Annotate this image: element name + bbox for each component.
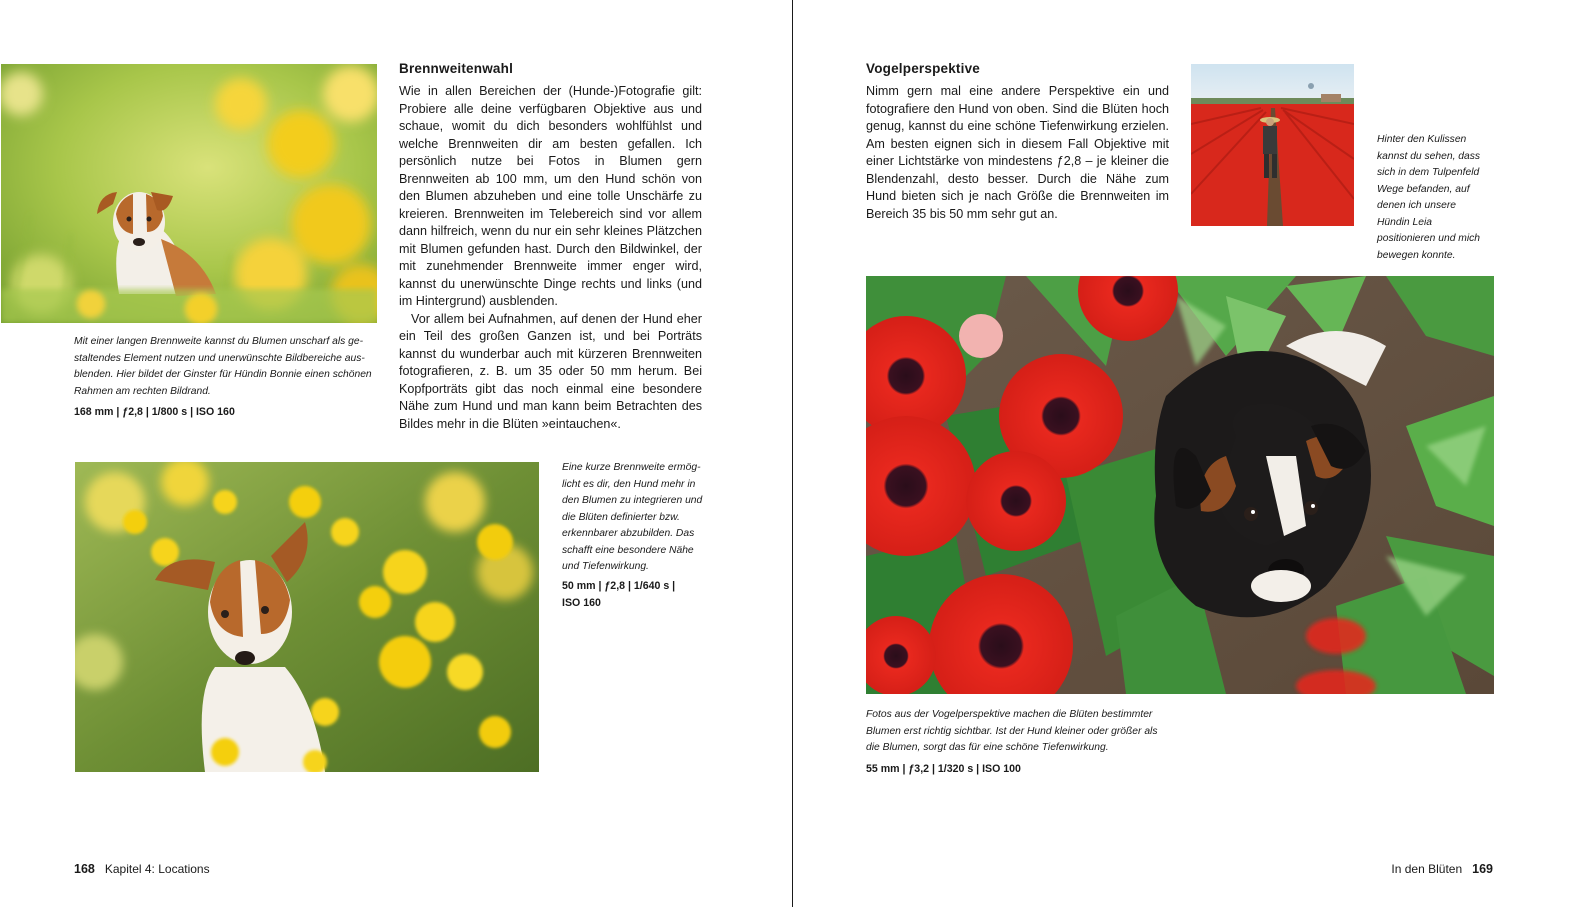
body-text-vogelperspektive bbox=[866, 83, 1169, 223]
caption-tulip-field: Hinter den Kulissen kannst du sehen, dass sich in dem Tulpenfeld Wege befanden, auf denen ich unsere Hündin Leia positionieren und mich bewegen konnte. bbox=[1377, 134, 1481, 261]
paragraph: Wie in allen Bereichen der (Hunde-)Fotografie gilt: Probiere alle deine verfügbaren Objektive aus und schaue, womit du dich besonders wohlfühlst und welche Brennweiten dir am besten gefallen. Ich persönlich nutze bei Fotos in Blumen gern Brennweiten ab 100 mm, um den Hund schön von den Blumen abzuheben und eine tolle Unschärfe zu kreieren. Brennweiten im Telebereich sind vor allem dann hilfreich, wenn du nur ein sehr kleines Plätzchen mit Blumen gefunden hast. Durch den Bildwinkel, der mit zunehmender Brennweite immer enger wird, kannst du unerwünschte Dinge rechts und links (und im Hintergrund) ausblenden. bbox=[399, 84, 702, 308]
left-page bbox=[0, 0, 793, 907]
right-page bbox=[793, 0, 1588, 907]
section-label: In den Blüten bbox=[1391, 862, 1463, 876]
caption-vogelperspektive: Fotos aus der Vogelperspektive machen die Blüten bestimmter Blumen erst richtig sichtbar. Ist der Hund kleiner oder größer als die Blumen, sorgt das für eine schöne Tiefenwirkung. bbox=[866, 709, 1158, 753]
folio-right bbox=[1391, 862, 1493, 876]
exif-photo-1: 168 mm | ƒ2,8 | 1/800 s | ISO 160 bbox=[74, 406, 235, 418]
page-number-left: 168 bbox=[74, 862, 95, 876]
chapter-label: Kapitel 4: Locations bbox=[104, 862, 210, 876]
photo-dog-yellow-flowers-portrait bbox=[75, 462, 539, 772]
exif-photo-2-line-1: 50 mm | ƒ2,8 | 1/640 s | bbox=[562, 580, 676, 592]
photo-person-tulip-field bbox=[1191, 64, 1354, 226]
page-number-right: 169 bbox=[1472, 862, 1493, 876]
folio-left bbox=[74, 862, 210, 876]
paragraph: Vor allem bei Aufnahmen, auf denen der Hund eher ein Teil des großen Ganzen ist, und bei Porträts kannst du wunderbar auch mit kürzeren Brennweiten fotografieren, z. B. um 35 oder 50 mm herum. Bei Kopfporträts gibt das noch einmal eine besondere Nähe zum Hund und man kann beim Betrachten des Bildes mehr in die Blüten »eintauchen«. bbox=[399, 311, 702, 431]
paragraph: Nimm gern mal eine andere Perspektive ein und fotografiere den Hund von oben. Sind die Blüten hoch genug, kannst du eine schöne Tiefenwirkung erzielen. Am besten eignen sich in diesem Fall Objektive mit einer Lichtstärke von mindestens ƒ2,8 – je kleiner die Blendenzahl, desto besser. Durch die Nähe zum Hund bieten sich je nach Größe die Brennweiten im Bereich 35 bis 50 mm sehr gut an. bbox=[866, 84, 1169, 221]
heading-brennweitenwahl: Brennweitenwahl bbox=[399, 61, 514, 76]
caption-photo-2: Eine kurze Brennweite ermöglicht es dir, den Hund mehr in den Blumen zu integrieren und die Blüten definierter bzw. erkennbarer abzubilden. Das schafft eine besondere Nähe und Tiefenwirkung. bbox=[562, 462, 703, 572]
body-text-brennweitenwahl bbox=[399, 83, 702, 433]
heading-vogelperspektive: Vogelperspektive bbox=[866, 61, 980, 76]
caption-photo-1: Mit einer langen Brennweite kannst du Blumen unscharf als gestaltendes Element nutzen und unerwünschte Bildbereiche ausblenden. Hier bildet der Ginster für Hündin Bonnie einen schönen Rahmen am rechten Bildrand. bbox=[74, 336, 372, 397]
exif-photo-4: 55 mm | ƒ3,2 | 1/320 s | ISO 100 bbox=[866, 763, 1021, 775]
photo-dog-red-tulips-from-above bbox=[866, 276, 1494, 694]
photo-dog-yellow-flowers-telephoto bbox=[1, 64, 377, 323]
exif-photo-2-line-2: ISO 160 bbox=[562, 597, 601, 609]
